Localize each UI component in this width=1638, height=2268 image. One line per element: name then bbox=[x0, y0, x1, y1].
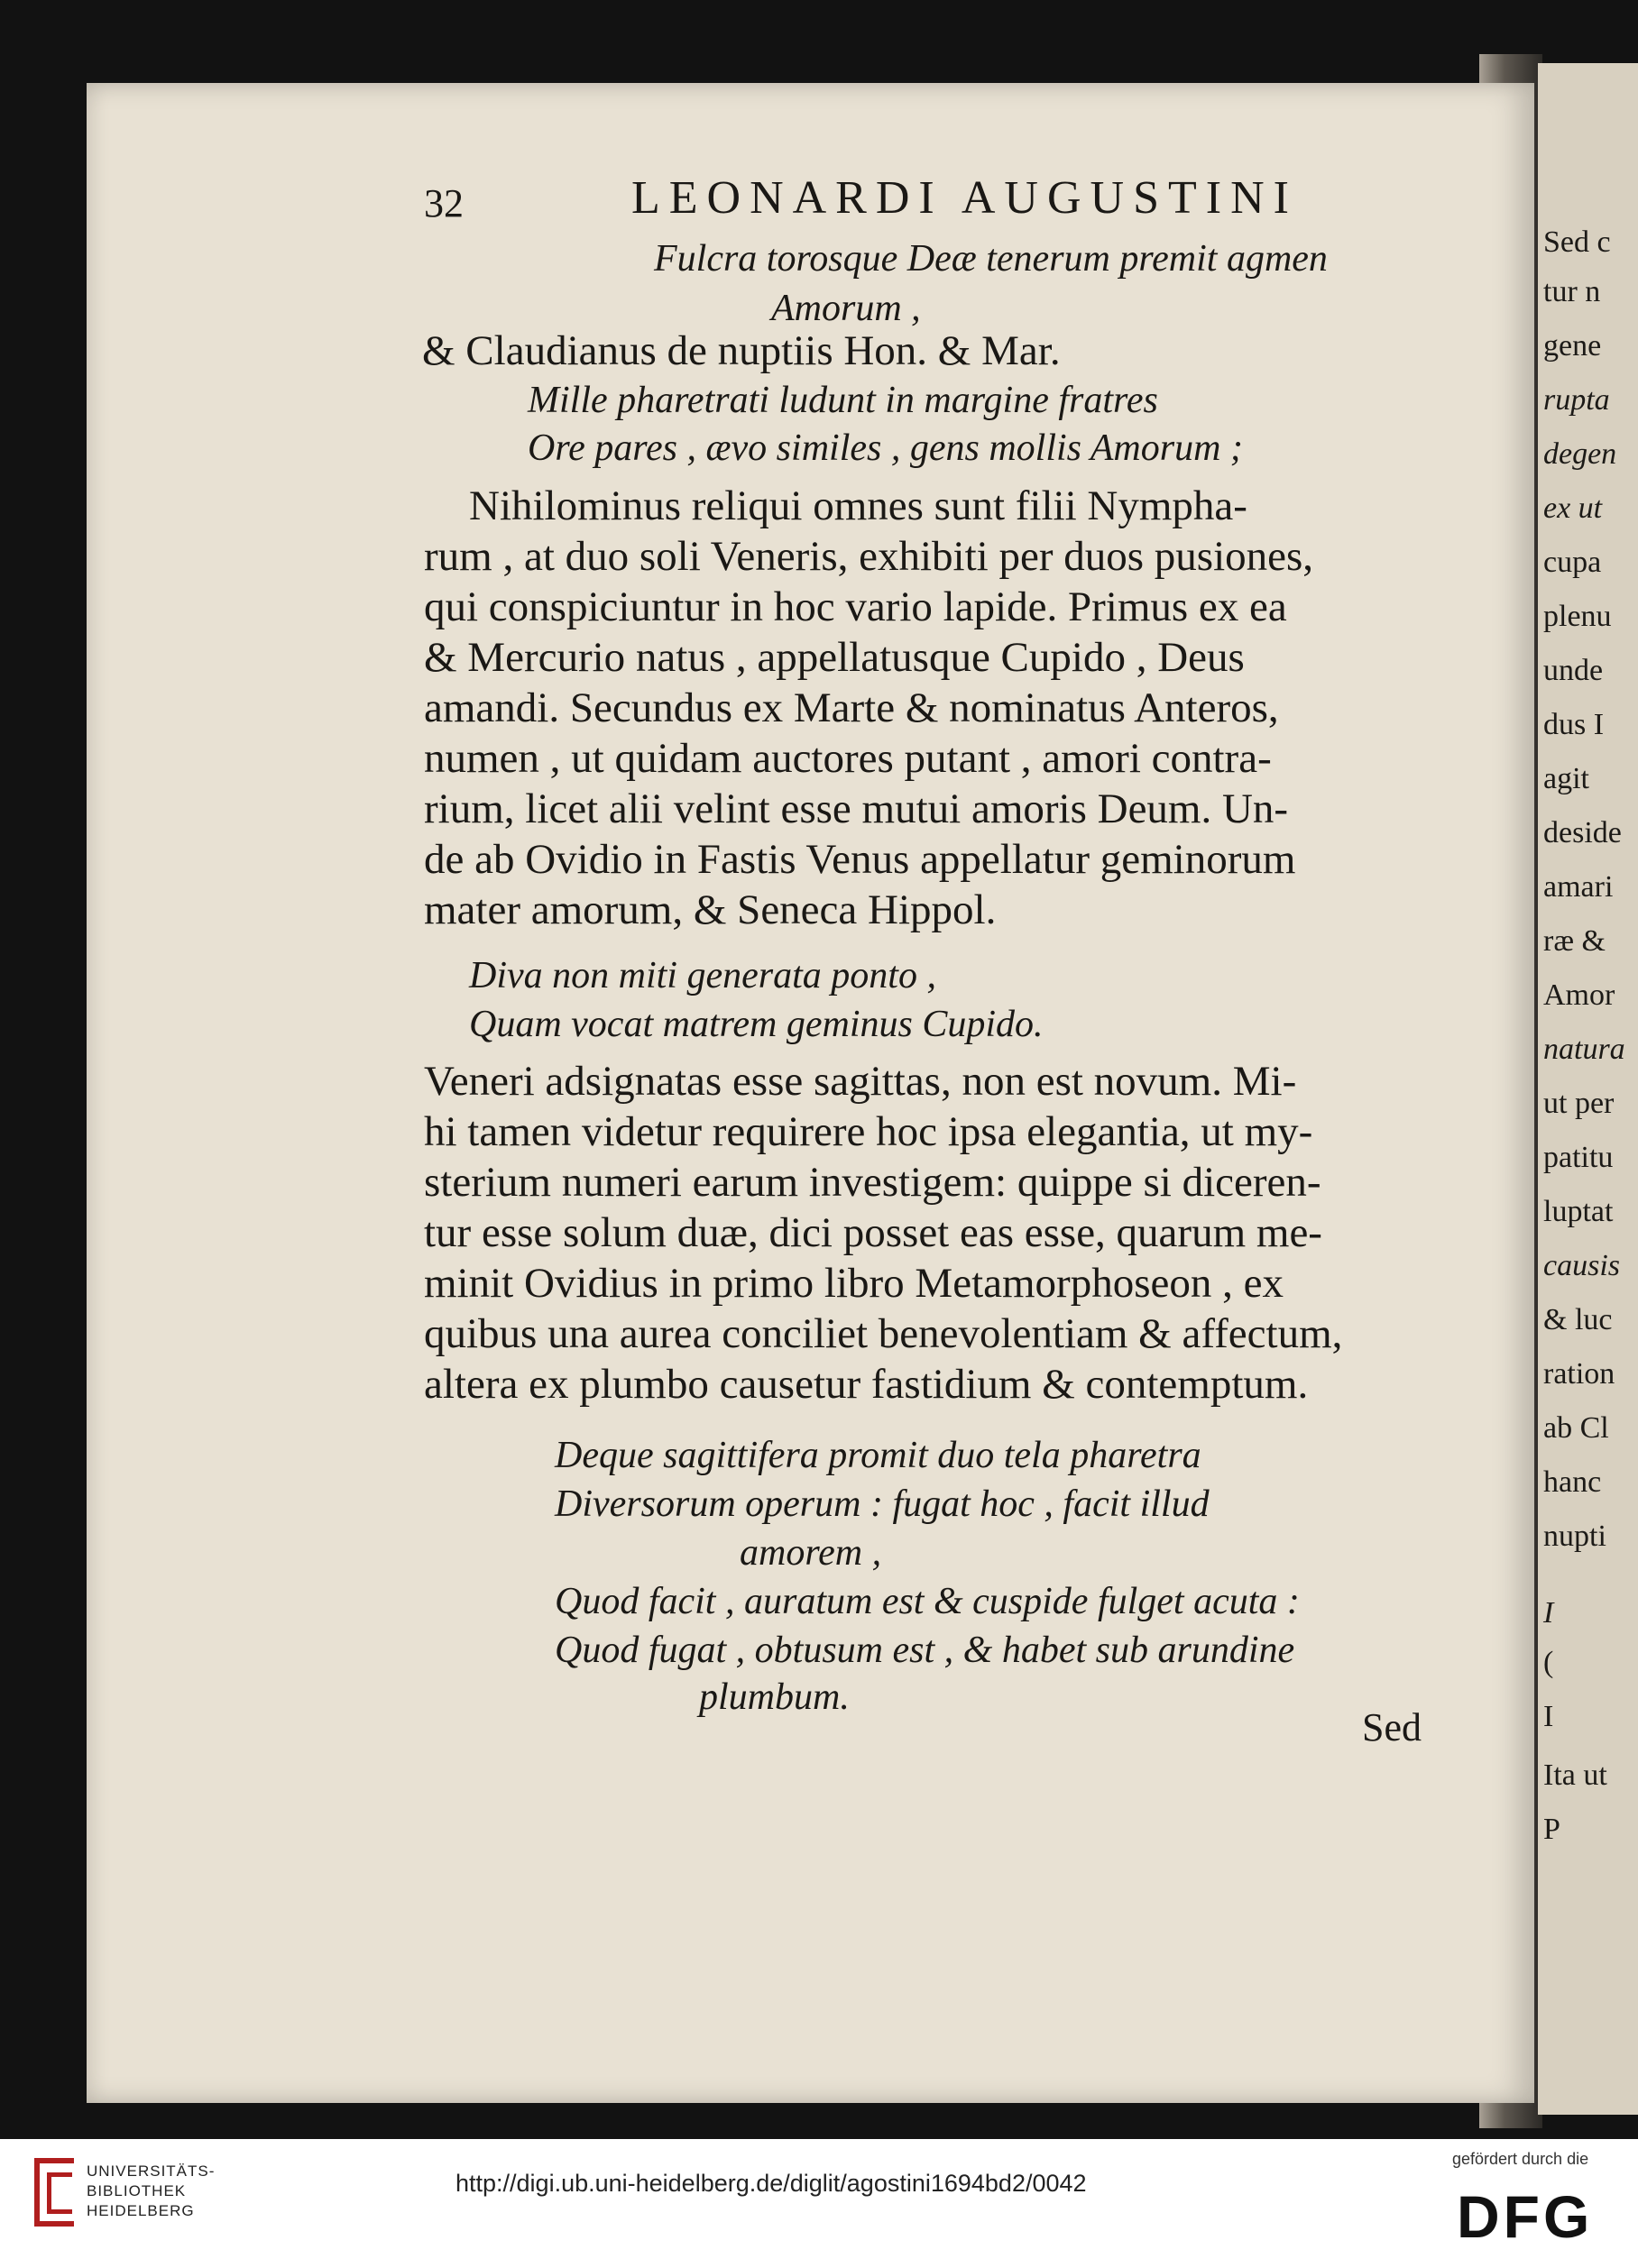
facing-fragment: ut per bbox=[1543, 1087, 1615, 1120]
text-line: altera ex plumbo causetur fastidium & contemptum. bbox=[424, 1361, 1309, 1408]
text-line: sterium numeri earum investigem: quippe si diceren- bbox=[424, 1159, 1321, 1206]
facing-fragment: & luc bbox=[1543, 1303, 1613, 1336]
facing-fragment: patitu bbox=[1543, 1141, 1614, 1174]
facing-fragment: tur n bbox=[1543, 275, 1601, 308]
facing-fragment: ab Cl bbox=[1543, 1411, 1609, 1445]
page-number: 32 bbox=[424, 181, 464, 225]
text-line: Nihilominus reliqui omnes sunt filii Nympha- bbox=[469, 482, 1247, 529]
text-line: tur esse solum duæ, dici posset eas esse, quarum me- bbox=[424, 1209, 1322, 1256]
facing-fragment: I bbox=[1543, 1700, 1554, 1733]
library-name-line2: BIBLIOTHEK bbox=[87, 2182, 187, 2199]
text-line: minit Ovidius in primo libro Metamorphoseon , ex bbox=[424, 1260, 1284, 1307]
viewer-footer bbox=[0, 2139, 1638, 2268]
verse-line: Diva non miti generata ponto , bbox=[469, 955, 936, 996]
facing-fragment: I bbox=[1543, 1596, 1554, 1630]
facing-fragment: agit bbox=[1543, 762, 1589, 795]
facing-fragment: ( bbox=[1543, 1646, 1554, 1679]
running-head: LEONARDI AUGUSTINI bbox=[631, 172, 1298, 224]
text-line: rium, licet alii velint esse mutui amoris Deum. Un- bbox=[424, 785, 1289, 832]
verse-line: Quam vocat matrem geminus Cupido. bbox=[469, 1004, 1044, 1045]
funding-note: gefördert durch die bbox=[1452, 2150, 1589, 2168]
facing-fragment: Sed c bbox=[1543, 225, 1611, 259]
verse-line: Fulcra torosque Deæ tenerum premit agmen bbox=[654, 238, 1328, 280]
text-line: mater amorum, & Seneca Hippol. bbox=[424, 886, 997, 933]
library-logo-icon bbox=[34, 2158, 74, 2227]
verse-line: Quod fugat , obtusum est , & habet sub arundine bbox=[555, 1630, 1295, 1671]
text-line: de ab Ovidio in Fastis Venus appellatur geminorum bbox=[424, 836, 1296, 883]
text-line: & Claudianus de nuptiis Hon. & Mar. bbox=[422, 327, 1061, 374]
facing-fragment: cupa bbox=[1543, 546, 1602, 579]
text-line: quibus una aurea conciliet benevolentiam & affectum, bbox=[424, 1310, 1343, 1357]
facing-fragment: natura bbox=[1543, 1033, 1625, 1066]
facing-fragment: plenu bbox=[1543, 600, 1612, 633]
facing-fragment: ration bbox=[1543, 1357, 1615, 1391]
verse-line: Mille pharetrati ludunt in margine fratres bbox=[528, 380, 1158, 421]
library-name-line1: UNIVERSITÄTS- bbox=[87, 2162, 216, 2180]
facing-fragment: degen bbox=[1543, 437, 1617, 471]
text-line: hi tamen videtur requirere hoc ipsa elegantia, ut my- bbox=[424, 1108, 1313, 1155]
facing-fragment: Ita ut bbox=[1543, 1758, 1607, 1792]
verse-line: Ore pares , ævo similes , gens mollis Amorum ; bbox=[528, 427, 1243, 469]
facing-fragment: rupta bbox=[1543, 383, 1610, 417]
facing-fragment: P bbox=[1543, 1813, 1560, 1846]
facing-fragment: hanc bbox=[1543, 1465, 1602, 1499]
text-line: amandi. Secundus ex Marte & nominatus Anteros, bbox=[424, 684, 1279, 731]
facing-fragment: nupti bbox=[1543, 1520, 1606, 1553]
facing-fragment: luptat bbox=[1543, 1195, 1614, 1228]
facing-fragment: amari bbox=[1543, 870, 1614, 904]
facing-fragment: gene bbox=[1543, 329, 1602, 363]
verse-line: Diversorum operum : fugat hoc , facit illud bbox=[555, 1483, 1210, 1525]
text-line: rum , at duo soli Veneris, exhibiti per duos pusiones, bbox=[424, 533, 1314, 580]
text-line: qui conspiciuntur in hoc vario lapide. Primus ex ea bbox=[424, 583, 1287, 630]
text-line: numen , ut quidam auctores putant , amori contra- bbox=[424, 735, 1272, 782]
facing-fragment: Amor bbox=[1543, 978, 1615, 1012]
facing-fragment: ræ & bbox=[1543, 924, 1606, 958]
library-name-line3: HEIDELBERG bbox=[87, 2202, 195, 2219]
facing-fragment: unde bbox=[1543, 654, 1604, 687]
text-line: & Mercurio natus , appellatusque Cupido , Deus bbox=[424, 634, 1245, 681]
permalink-url[interactable]: http://digi.ub.uni-heidelberg.de/diglit/agostini1694bd2/0042 bbox=[456, 2170, 1087, 2197]
catchword: Sed bbox=[1362, 1705, 1422, 1749]
facing-fragment: ex ut bbox=[1543, 491, 1603, 525]
facing-fragment: dus I bbox=[1543, 708, 1605, 741]
text-line: Veneri adsignatas esse sagittas, non est novum. Mi- bbox=[424, 1058, 1297, 1105]
facing-fragment: causis bbox=[1543, 1249, 1620, 1282]
facing-fragment: deside bbox=[1543, 816, 1622, 849]
verse-line: Quod facit , auratum est & cuspide fulget acuta : bbox=[555, 1581, 1300, 1622]
dfg-logo: DFG bbox=[1457, 2183, 1594, 2250]
verse-line: Deque sagittifera promit duo tela pharetra bbox=[555, 1435, 1201, 1476]
verse-line: Amorum , bbox=[771, 288, 921, 329]
facing-page bbox=[1538, 63, 1638, 2115]
verse-line: amorem , bbox=[740, 1532, 882, 1574]
verse-line: plumbum. bbox=[699, 1676, 850, 1718]
